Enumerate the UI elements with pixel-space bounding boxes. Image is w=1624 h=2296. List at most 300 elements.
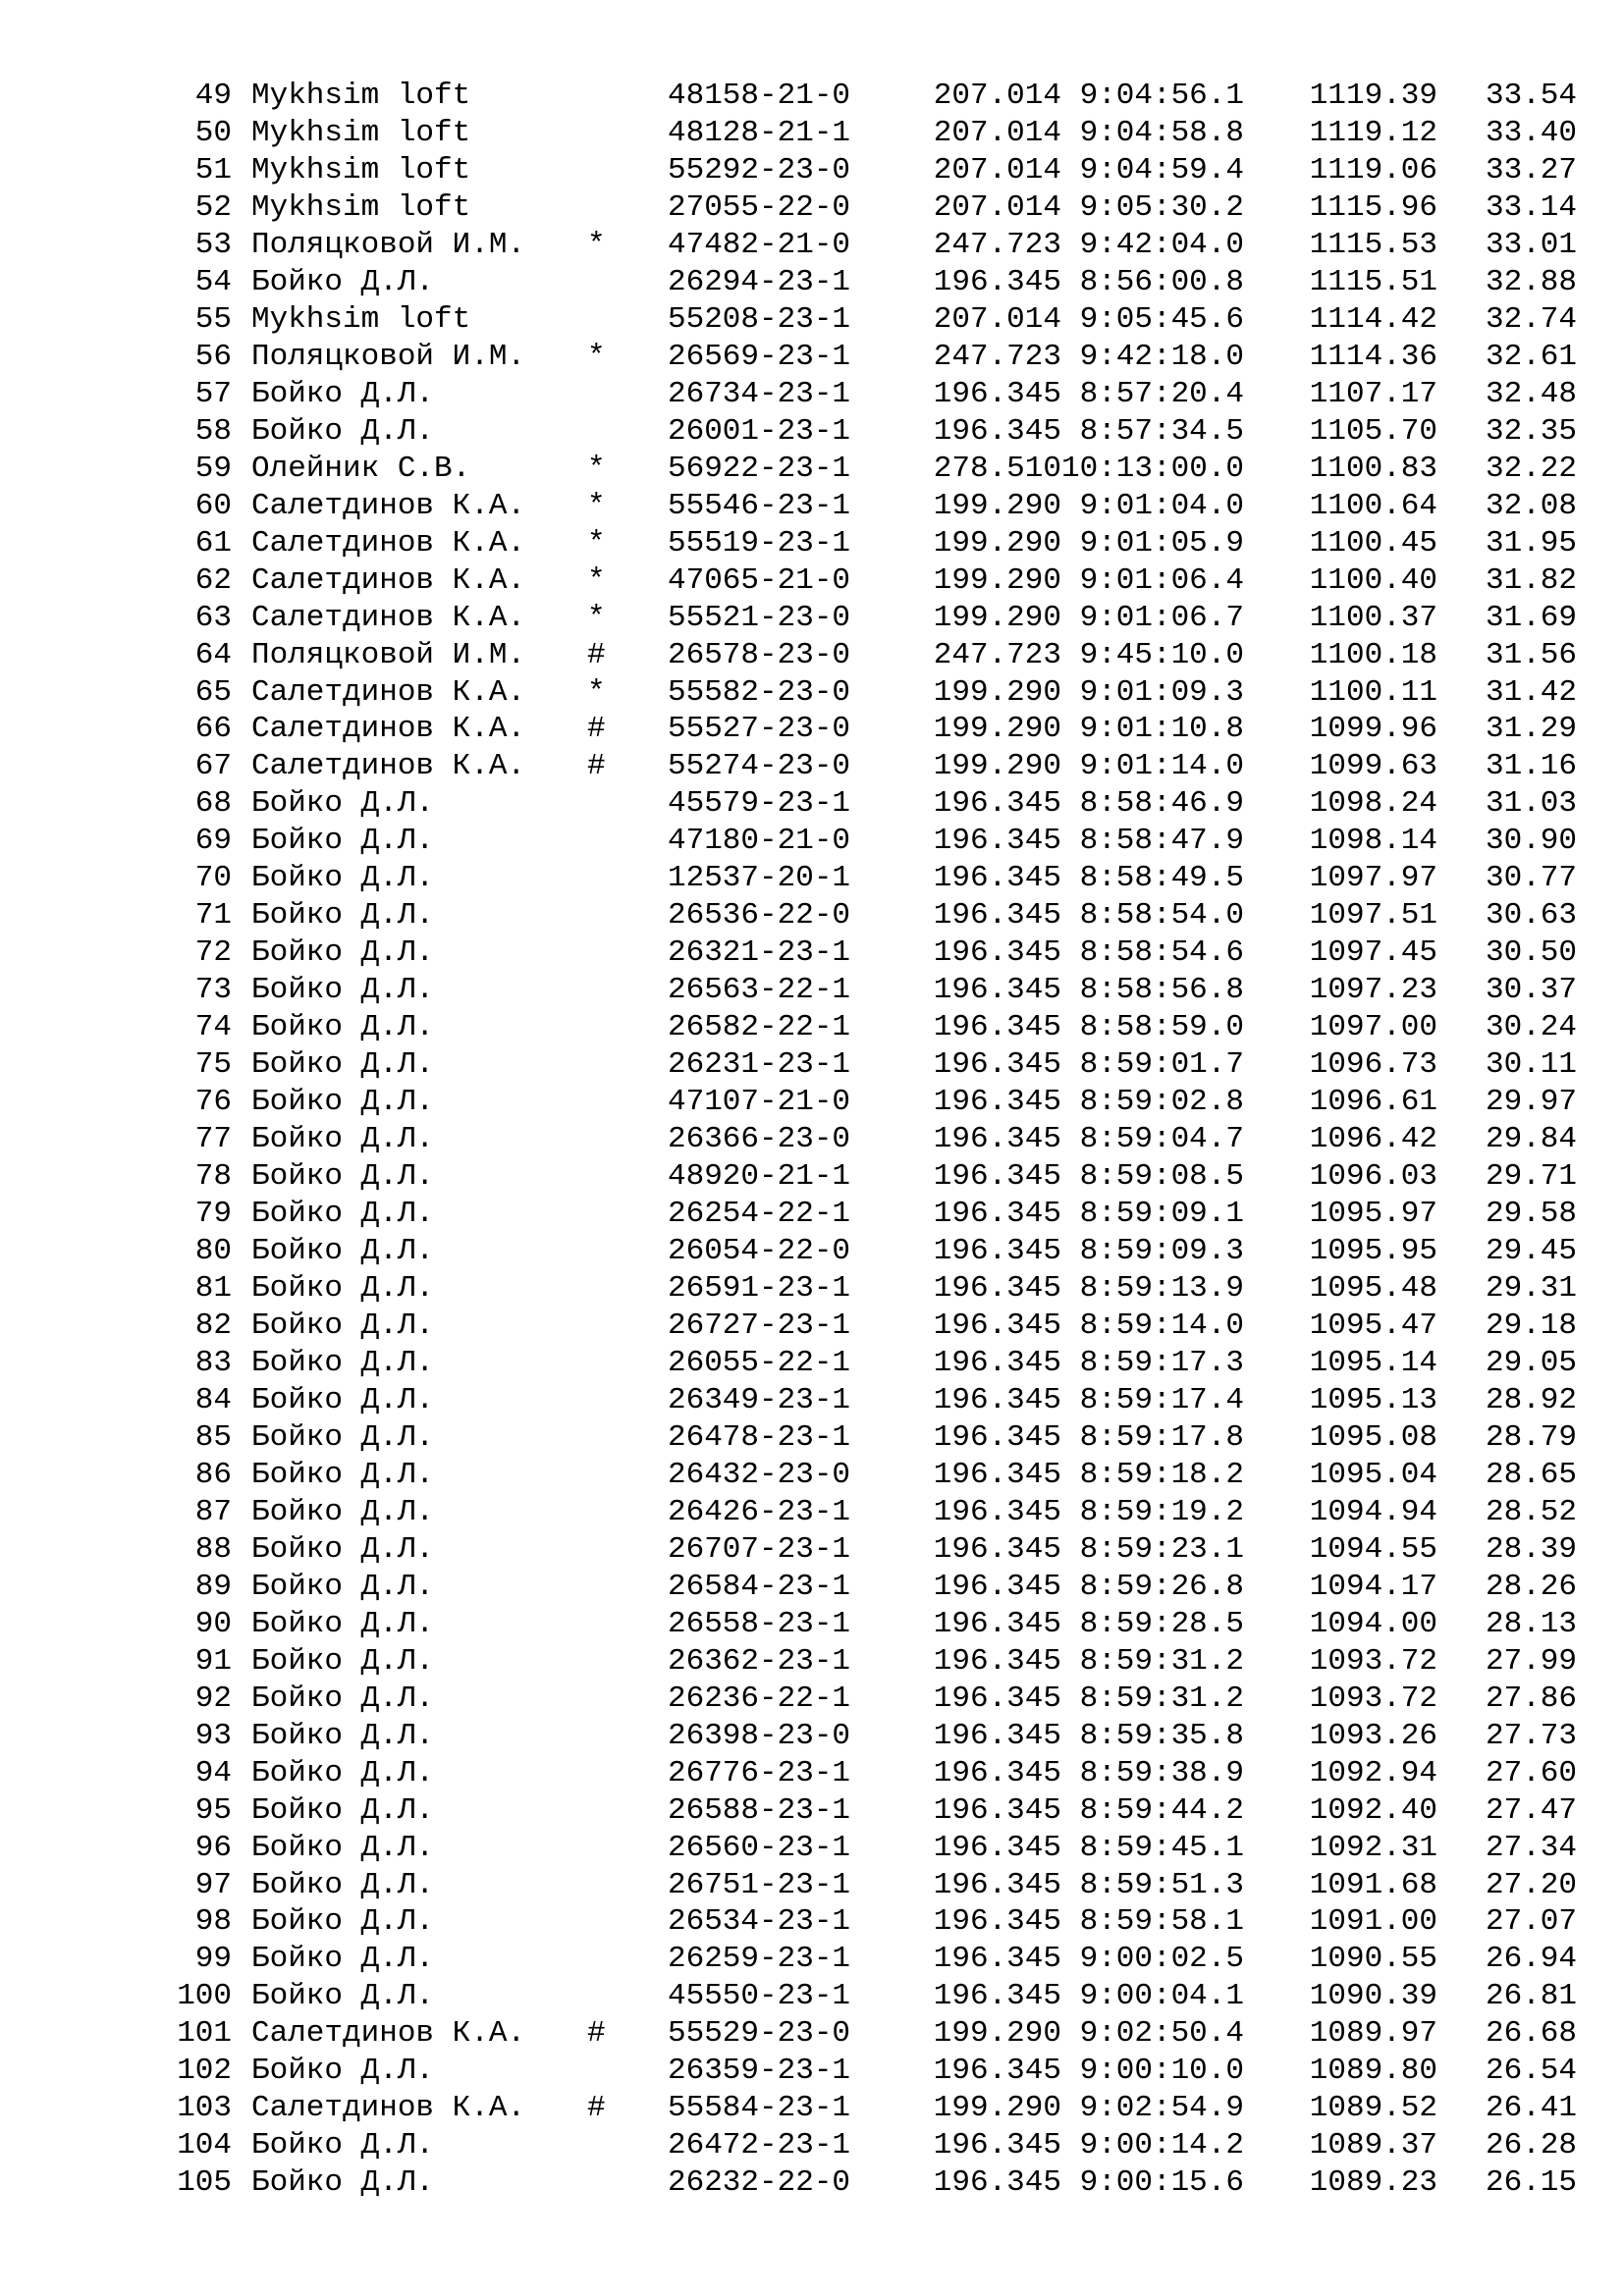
distance-km: 196.345 <box>933 1234 1061 1269</box>
speed-value: 1095.08 <box>1309 1419 1437 1455</box>
ring-number: 26398-23-0 <box>668 1718 851 1753</box>
place-number: 75 <box>194 1047 232 1083</box>
arrival-time: 8:59:26.8 <box>1079 1569 1244 1604</box>
speed-value: 1090.39 <box>1309 1979 1437 2014</box>
arrival-time: 9:01:04.0 <box>1079 488 1244 523</box>
speed-value: 1097.45 <box>1309 935 1437 971</box>
points-value: 26.68 <box>1485 2016 1577 2052</box>
place-number: 73 <box>194 973 232 1008</box>
owner-name: Бойко Д.Л. <box>251 264 435 299</box>
speed-value: 1093.26 <box>1309 1718 1437 1753</box>
owner-name: Бойко Д.Л. <box>251 786 435 822</box>
ring-number: 26727-23-1 <box>668 1308 851 1343</box>
place-number: 94 <box>194 1755 232 1790</box>
points-value: 27.86 <box>1485 1681 1577 1716</box>
place-number: 49 <box>194 79 232 113</box>
distance-km: 196.345 <box>933 1531 1061 1567</box>
owner-name: Mykhsim loft <box>251 152 471 187</box>
ring-number: 26584-23-1 <box>668 1569 851 1604</box>
ring-number: 55582-23-0 <box>668 674 851 710</box>
table-row <box>0 264 1624 301</box>
ring-number: 26259-23-1 <box>668 1942 851 1977</box>
table-row <box>0 1903 1624 1941</box>
owner-name: Бойко Д.Л. <box>251 1271 435 1306</box>
place-number: 72 <box>194 935 232 971</box>
place-number: 54 <box>194 264 232 299</box>
distance-km: 199.290 <box>933 488 1061 523</box>
ring-number: 48920-21-1 <box>668 1159 851 1195</box>
owner-name: Бойко Д.Л. <box>251 1755 435 1790</box>
owner-name: Бойко Д.Л. <box>251 1942 435 1977</box>
arrival-time: 8:59:51.3 <box>1079 1867 1244 1902</box>
arrival-time: 9:04:59.4 <box>1079 152 1244 187</box>
points-value: 32.74 <box>1485 301 1577 337</box>
distance-km: 196.345 <box>933 1122 1061 1157</box>
points-value: 32.08 <box>1485 488 1577 523</box>
arrival-time: 9:04:56.1 <box>1079 79 1244 113</box>
place-number: 103 <box>177 2091 232 2126</box>
table-row <box>0 2164 1624 2202</box>
speed-value: 1091.00 <box>1309 1904 1437 1940</box>
owner-name: Бойко Д.Л. <box>251 1345 435 1380</box>
speed-value: 1097.00 <box>1309 1010 1437 1045</box>
points-value: 26.41 <box>1485 2091 1577 2126</box>
arrival-time: 9:00:10.0 <box>1079 2054 1244 2089</box>
speed-value: 1107.17 <box>1309 376 1437 411</box>
ring-number: 26751-23-1 <box>668 1867 851 1902</box>
owner-name: Бойко Д.Л. <box>251 1979 435 2014</box>
distance-km: 196.345 <box>933 1085 1061 1120</box>
table-row <box>0 301 1624 339</box>
table-row <box>0 600 1624 637</box>
arrival-time: 9:42:18.0 <box>1079 339 1244 374</box>
owner-name: Бойко Д.Л. <box>251 1122 435 1157</box>
ring-number: 55208-23-1 <box>668 301 851 337</box>
table-row <box>0 1308 1624 1345</box>
arrival-time: 8:59:14.0 <box>1079 1308 1244 1343</box>
arrival-time: 9:02:54.9 <box>1079 2091 1244 2126</box>
place-number: 51 <box>194 152 232 187</box>
ring-number: 26588-23-1 <box>668 1792 851 1828</box>
distance-km: 207.014 <box>933 301 1061 337</box>
arrival-time: 8:59:35.8 <box>1079 1718 1244 1753</box>
place-number: 64 <box>194 637 232 672</box>
speed-value: 1095.48 <box>1309 1271 1437 1306</box>
table-row <box>0 1643 1624 1681</box>
distance-km: 196.345 <box>933 1345 1061 1380</box>
table-row <box>0 2127 1624 2164</box>
distance-km: 196.345 <box>933 1755 1061 1790</box>
owner-name: Поляцковой И.М. <box>251 227 526 262</box>
table-row <box>0 1718 1624 1755</box>
place-number: 79 <box>194 1197 232 1232</box>
table-row <box>0 711 1624 748</box>
arrival-time: 8:59:09.1 <box>1079 1197 1244 1232</box>
table-row <box>0 1084 1624 1121</box>
speed-value: 1115.51 <box>1309 264 1437 299</box>
ring-number: 47482-21-0 <box>668 227 851 262</box>
points-value: 27.73 <box>1485 1718 1577 1753</box>
ring-number: 26359-23-1 <box>668 2054 851 2089</box>
owner-name: Поляцковой И.М. <box>251 339 526 374</box>
owner-name: Бойко Д.Л. <box>251 1159 435 1195</box>
owner-name: Бойко Д.Л. <box>251 1867 435 1902</box>
distance-km: 196.345 <box>933 935 1061 971</box>
place-number: 59 <box>194 451 232 486</box>
place-number: 69 <box>194 824 232 859</box>
flag-mark: # <box>587 637 606 672</box>
table-row <box>0 1233 1624 1270</box>
table-row <box>0 451 1624 488</box>
table-row <box>0 1867 1624 1904</box>
ring-number: 26232-22-0 <box>668 2165 851 2201</box>
speed-value: 1093.72 <box>1309 1643 1437 1679</box>
table-row <box>0 339 1624 376</box>
speed-value: 1089.97 <box>1309 2016 1437 2052</box>
owner-name: Бойко Д.Л. <box>251 1197 435 1232</box>
ring-number: 55292-23-0 <box>668 152 851 187</box>
speed-value: 1095.13 <box>1309 1382 1437 1417</box>
table-row <box>0 860 1624 897</box>
place-number: 80 <box>194 1234 232 1269</box>
place-number: 65 <box>194 674 232 710</box>
ring-number: 48158-21-0 <box>668 79 851 113</box>
place-number: 58 <box>194 413 232 449</box>
ring-number: 26578-23-0 <box>668 637 851 672</box>
speed-value: 1092.31 <box>1309 1830 1437 1865</box>
table-row <box>0 748 1624 785</box>
speed-value: 1096.73 <box>1309 1047 1437 1083</box>
table-row <box>0 1755 1624 1792</box>
ring-number: 45579-23-1 <box>668 786 851 822</box>
table-row <box>0 227 1624 264</box>
place-number: 84 <box>194 1382 232 1417</box>
owner-name: Бойко Д.Л. <box>251 1494 435 1529</box>
ring-number: 55584-23-1 <box>668 2091 851 2126</box>
distance-km: 196.345 <box>933 1718 1061 1753</box>
owner-name: Бойко Д.Л. <box>251 1531 435 1567</box>
table-row <box>0 189 1624 227</box>
speed-value: 1100.83 <box>1309 451 1437 486</box>
points-value: 26.15 <box>1485 2165 1577 2201</box>
distance-km: 196.345 <box>933 1830 1061 1865</box>
owner-name: Бойко Д.Л. <box>251 973 435 1008</box>
flag-mark: * <box>587 451 606 486</box>
arrival-time: 9:00:02.5 <box>1079 1942 1244 1977</box>
ring-number: 55521-23-0 <box>668 600 851 635</box>
owner-name: Бойко Д.Л. <box>251 1234 435 1269</box>
speed-value: 1093.72 <box>1309 1681 1437 1716</box>
distance-km: 196.345 <box>933 1308 1061 1343</box>
table-row <box>0 1531 1624 1569</box>
ring-number: 26534-23-1 <box>668 1904 851 1940</box>
flag-mark: # <box>587 712 606 747</box>
arrival-time: 8:59:08.5 <box>1079 1159 1244 1195</box>
owner-name: Поляцковой И.М. <box>251 637 526 672</box>
owner-name: Бойко Д.Л. <box>251 1904 435 1940</box>
race-results-table <box>0 78 1624 2202</box>
speed-value: 1098.24 <box>1309 786 1437 822</box>
arrival-time: 9:01:06.7 <box>1079 600 1244 635</box>
ring-number: 56922-23-1 <box>668 451 851 486</box>
distance-km: 196.345 <box>933 1942 1061 1977</box>
points-value: 31.29 <box>1485 712 1577 747</box>
speed-value: 1089.37 <box>1309 2128 1437 2163</box>
owner-name: Бойко Д.Л. <box>251 1718 435 1753</box>
speed-value: 1096.61 <box>1309 1085 1437 1120</box>
speed-value: 1100.18 <box>1309 637 1437 672</box>
table-row <box>0 1569 1624 1606</box>
speed-value: 1095.97 <box>1309 1197 1437 1232</box>
owner-name: Салетдинов К.А. <box>251 712 526 747</box>
points-value: 33.40 <box>1485 115 1577 150</box>
place-number: 88 <box>194 1531 232 1567</box>
table-row <box>0 934 1624 972</box>
place-number: 85 <box>194 1419 232 1455</box>
ring-number: 26294-23-1 <box>668 264 851 299</box>
speed-value: 1095.95 <box>1309 1234 1437 1269</box>
distance-km: 199.290 <box>933 2091 1061 2126</box>
speed-value: 1095.47 <box>1309 1308 1437 1343</box>
distance-km: 207.014 <box>933 79 1061 113</box>
points-value: 32.35 <box>1485 413 1577 449</box>
speed-value: 1100.11 <box>1309 674 1437 710</box>
table-row <box>0 1681 1624 1718</box>
owner-name: Бойко Д.Л. <box>251 1792 435 1828</box>
table-row <box>0 2015 1624 2053</box>
table-row <box>0 1046 1624 1084</box>
owner-name: Бойко Д.Л. <box>251 935 435 971</box>
points-value: 29.71 <box>1485 1159 1577 1195</box>
place-number: 61 <box>194 525 232 561</box>
owner-name: Бойко Д.Л. <box>251 898 435 934</box>
ring-number: 26055-22-1 <box>668 1345 851 1380</box>
arrival-time: 9:01:10.8 <box>1079 712 1244 747</box>
arrival-time: 9:45:10.0 <box>1079 637 1244 672</box>
table-row <box>0 2090 1624 2127</box>
owner-name: Mykhsim loft <box>251 189 471 225</box>
table-row <box>0 1830 1624 1867</box>
arrival-time: 9:00:14.2 <box>1079 2128 1244 2163</box>
place-number: 83 <box>194 1345 232 1380</box>
points-value: 26.81 <box>1485 1979 1577 2014</box>
ring-number: 48128-21-1 <box>668 115 851 150</box>
distance-km: 196.345 <box>933 413 1061 449</box>
place-number: 95 <box>194 1792 232 1828</box>
place-number: 93 <box>194 1718 232 1753</box>
table-row <box>0 413 1624 451</box>
distance-km: 199.290 <box>933 525 1061 561</box>
points-value: 33.54 <box>1485 79 1577 113</box>
owner-name: Салетдинов К.А. <box>251 2091 526 2126</box>
speed-value: 1100.45 <box>1309 525 1437 561</box>
owner-name: Салетдинов К.А. <box>251 488 526 523</box>
speed-value: 1097.97 <box>1309 861 1437 896</box>
owner-name: Бойко Д.Л. <box>251 2128 435 2163</box>
owner-name: Бойко Д.Л. <box>251 1047 435 1083</box>
distance-km: 196.345 <box>933 1419 1061 1455</box>
table-row <box>0 525 1624 562</box>
distance-km: 196.345 <box>933 1681 1061 1716</box>
speed-value: 1098.14 <box>1309 824 1437 859</box>
flag-mark: * <box>587 674 606 710</box>
table-row <box>0 1419 1624 1457</box>
ring-number: 26478-23-1 <box>668 1419 851 1455</box>
table-row <box>0 637 1624 674</box>
distance-km: 196.345 <box>933 824 1061 859</box>
place-number: 74 <box>194 1010 232 1045</box>
place-number: 53 <box>194 227 232 262</box>
points-value: 32.88 <box>1485 264 1577 299</box>
arrival-time: 8:59:17.4 <box>1079 1382 1244 1417</box>
owner-name: Бойко Д.Л. <box>251 1681 435 1716</box>
place-number: 55 <box>194 301 232 337</box>
speed-value: 1094.94 <box>1309 1494 1437 1529</box>
place-number: 98 <box>194 1904 232 1940</box>
ring-number: 47180-21-0 <box>668 824 851 859</box>
speed-value: 1097.23 <box>1309 973 1437 1008</box>
place-number: 50 <box>194 115 232 150</box>
place-number: 100 <box>177 1979 232 2014</box>
table-row <box>0 152 1624 189</box>
arrival-time: 8:59:38.9 <box>1079 1755 1244 1790</box>
speed-value: 1115.53 <box>1309 227 1437 262</box>
flag-mark: * <box>587 227 606 262</box>
arrival-time: 8:59:58.1 <box>1079 1904 1244 1940</box>
points-value: 28.26 <box>1485 1569 1577 1604</box>
distance-km: 196.345 <box>933 1457 1061 1492</box>
ring-number: 27055-22-0 <box>668 189 851 225</box>
table-row <box>0 2053 1624 2090</box>
arrival-time: 8:59:23.1 <box>1079 1531 1244 1567</box>
owner-name: Салетдинов К.А. <box>251 2016 526 2052</box>
distance-km: 196.345 <box>933 1569 1061 1604</box>
distance-km: 196.345 <box>933 1643 1061 1679</box>
table-row <box>0 1978 1624 2015</box>
points-value: 26.28 <box>1485 2128 1577 2163</box>
arrival-time: 8:59:17.8 <box>1079 1419 1244 1455</box>
arrival-time: 9:01:05.9 <box>1079 525 1244 561</box>
points-value: 26.94 <box>1485 1942 1577 1977</box>
arrival-time: 8:59:18.2 <box>1079 1457 1244 1492</box>
owner-name: Бойко Д.Л. <box>251 1830 435 1865</box>
points-value: 27.99 <box>1485 1643 1577 1679</box>
ring-number: 26582-22-1 <box>668 1010 851 1045</box>
arrival-time: 8:59:04.7 <box>1079 1122 1244 1157</box>
arrival-time: 9:02:50.4 <box>1079 2016 1244 2052</box>
table-row <box>0 1121 1624 1158</box>
place-number: 63 <box>194 600 232 635</box>
ring-number: 26426-23-1 <box>668 1494 851 1529</box>
owner-name: Бойко Д.Л. <box>251 376 435 411</box>
ring-number: 47065-21-0 <box>668 562 851 598</box>
speed-value: 1092.94 <box>1309 1755 1437 1790</box>
owner-name: Салетдинов К.А. <box>251 749 526 784</box>
owner-name: Салетдинов К.А. <box>251 674 526 710</box>
points-value: 33.27 <box>1485 152 1577 187</box>
arrival-time: 8:59:31.2 <box>1079 1643 1244 1679</box>
place-number: 90 <box>194 1606 232 1641</box>
distance-km: 199.290 <box>933 712 1061 747</box>
ring-number: 26569-23-1 <box>668 339 851 374</box>
place-number: 102 <box>177 2054 232 2089</box>
distance-km: 247.723 <box>933 637 1061 672</box>
ring-number: 26563-22-1 <box>668 973 851 1008</box>
distance-km: 196.345 <box>933 1047 1061 1083</box>
points-value: 27.60 <box>1485 1755 1577 1790</box>
arrival-time: 8:59:44.2 <box>1079 1792 1244 1828</box>
speed-value: 1089.80 <box>1309 2054 1437 2089</box>
table-row <box>0 1196 1624 1233</box>
distance-km: 196.345 <box>933 1010 1061 1045</box>
arrival-time: 8:58:47.9 <box>1079 824 1244 859</box>
points-value: 29.97 <box>1485 1085 1577 1120</box>
speed-value: 1105.70 <box>1309 413 1437 449</box>
arrival-time: 8:58:49.5 <box>1079 861 1244 896</box>
points-value: 29.45 <box>1485 1234 1577 1269</box>
arrival-time: 9:05:45.6 <box>1079 301 1244 337</box>
owner-name: Салетдинов К.А. <box>251 562 526 598</box>
distance-km: 207.014 <box>933 115 1061 150</box>
distance-km: 196.345 <box>933 1494 1061 1529</box>
ring-number: 26366-23-0 <box>668 1122 851 1157</box>
distance-km: 196.345 <box>933 861 1061 896</box>
table-row <box>0 562 1624 600</box>
distance-km: 196.345 <box>933 1867 1061 1902</box>
place-number: 71 <box>194 898 232 934</box>
table-row <box>0 674 1624 712</box>
flag-mark: # <box>587 749 606 784</box>
speed-value: 1095.04 <box>1309 1457 1437 1492</box>
distance-km: 196.345 <box>933 1382 1061 1417</box>
speed-value: 1119.39 <box>1309 79 1437 113</box>
distance-km: 199.290 <box>933 2016 1061 2052</box>
points-value: 28.39 <box>1485 1531 1577 1567</box>
table-row <box>0 1494 1624 1531</box>
speed-value: 1100.64 <box>1309 488 1437 523</box>
owner-name: Бойко Д.Л. <box>251 1419 435 1455</box>
place-number: 70 <box>194 861 232 896</box>
place-number: 92 <box>194 1681 232 1716</box>
speed-value: 1094.55 <box>1309 1531 1437 1567</box>
place-number: 97 <box>194 1867 232 1902</box>
points-value: 27.34 <box>1485 1830 1577 1865</box>
points-value: 29.84 <box>1485 1122 1577 1157</box>
distance-km: 278.510 <box>933 451 1061 486</box>
distance-km: 247.723 <box>933 227 1061 262</box>
ring-number: 26362-23-1 <box>668 1643 851 1679</box>
points-value: 29.18 <box>1485 1308 1577 1343</box>
ring-number: 26558-23-1 <box>668 1606 851 1641</box>
place-number: 68 <box>194 786 232 822</box>
table-row <box>0 972 1624 1009</box>
distance-km: 196.345 <box>933 264 1061 299</box>
distance-km: 196.345 <box>933 973 1061 1008</box>
points-value: 30.63 <box>1485 898 1577 934</box>
ring-number: 55274-23-0 <box>668 749 851 784</box>
flag-mark: # <box>587 2091 606 2126</box>
arrival-time: 8:59:31.2 <box>1079 1681 1244 1716</box>
owner-name: Бойко Д.Л. <box>251 824 435 859</box>
distance-km: 207.014 <box>933 189 1061 225</box>
owner-name: Салетдинов К.А. <box>251 600 526 635</box>
table-row <box>0 1009 1624 1046</box>
distance-km: 196.345 <box>933 1904 1061 1940</box>
arrival-time: 8:58:56.8 <box>1079 973 1244 1008</box>
arrival-time: 8:59:09.3 <box>1079 1234 1244 1269</box>
ring-number: 26776-23-1 <box>668 1755 851 1790</box>
points-value: 33.01 <box>1485 227 1577 262</box>
